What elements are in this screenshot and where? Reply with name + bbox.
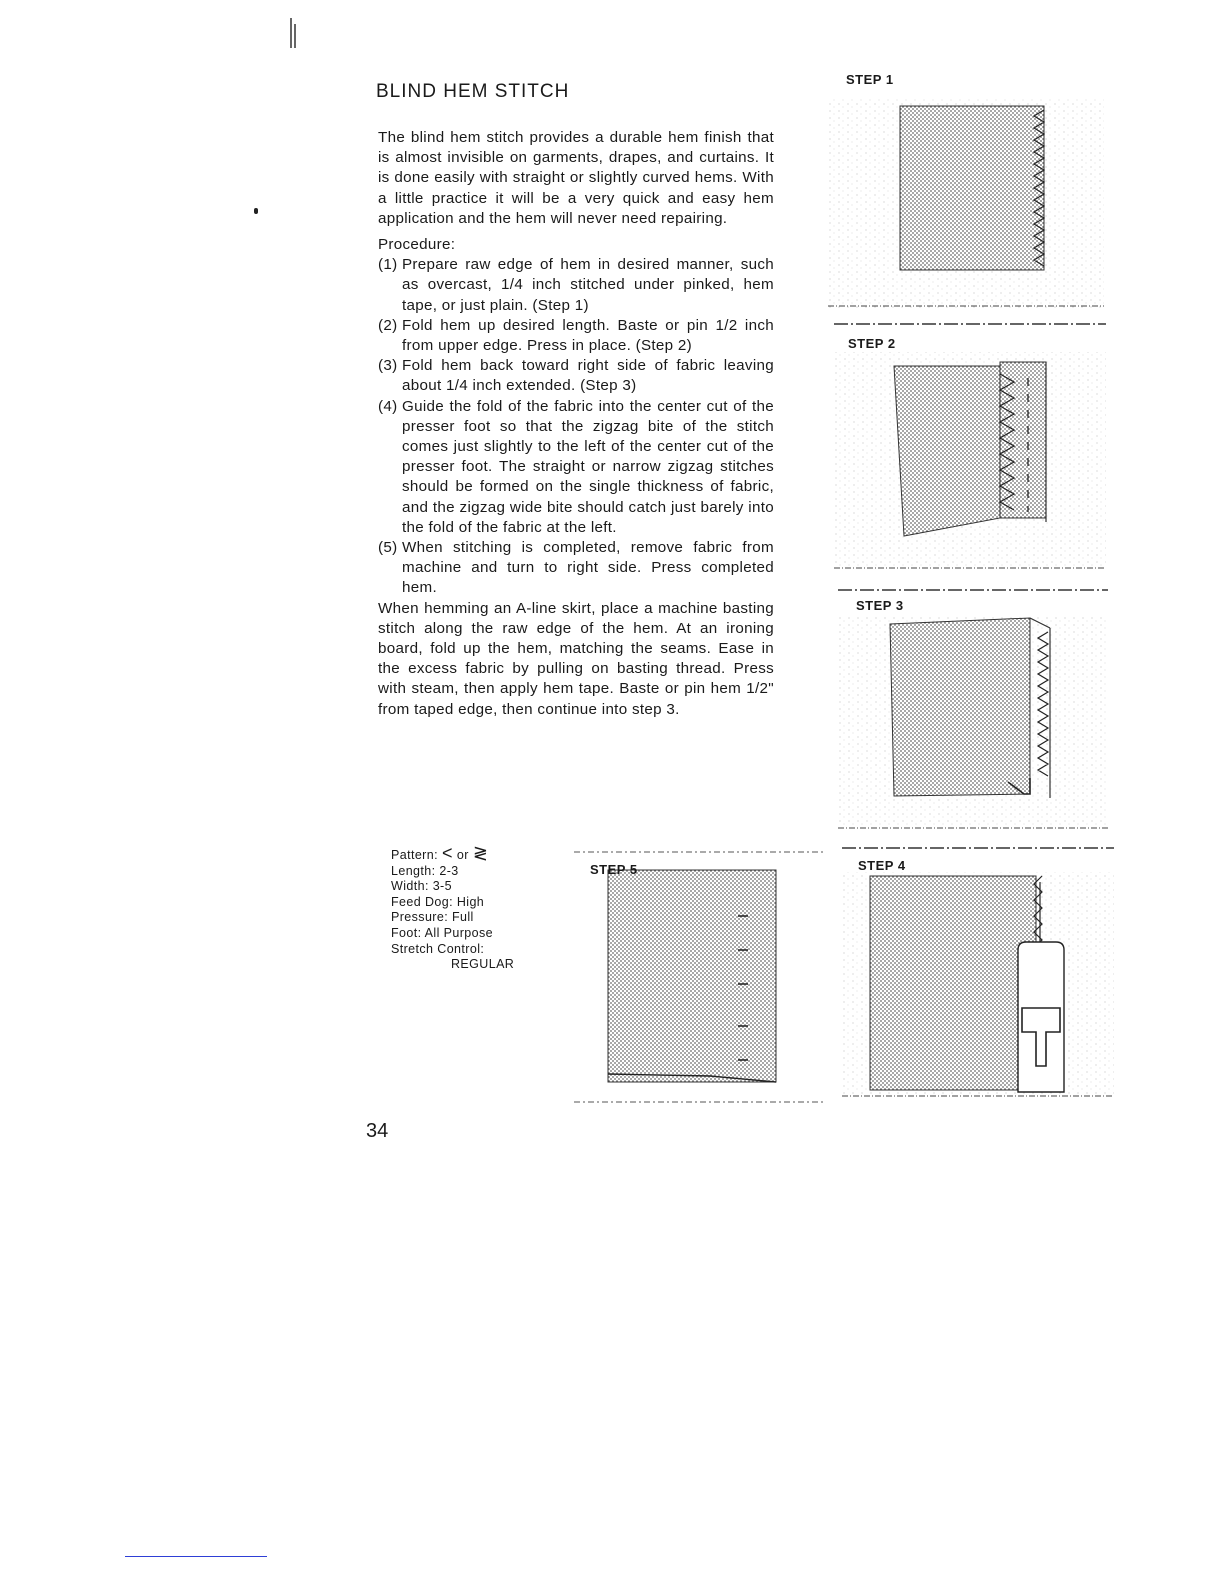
step-5-label: STEP 5 <box>590 862 638 877</box>
pattern-label: Pattern: <box>391 848 438 862</box>
step-2-illustration <box>834 322 1106 574</box>
length-setting: Length: 2-3 <box>391 863 459 878</box>
step-1-label: STEP 1 <box>846 72 894 87</box>
machine-settings <box>391 843 515 973</box>
page-number: 34 <box>366 1120 389 1142</box>
procedure-text: When stitching is completed, remove fabric from machine and turn to right side. Press completed hem. <box>402 539 774 597</box>
procedure-text: Fold hem back toward right side of fabric leaving about 1/4 inch extended. (Step 3) <box>402 357 774 395</box>
stretch-control-value: REGULAR <box>451 957 515 972</box>
procedure-item <box>378 538 774 599</box>
procedure-number: (5) <box>378 539 398 557</box>
page-title: BLIND HEM STITCH <box>376 80 570 102</box>
procedure-item <box>378 316 774 356</box>
step-4-illustration <box>842 846 1114 1102</box>
foot-setting: Foot: All Purpose <box>391 925 493 940</box>
procedure-number: (2) <box>378 316 398 334</box>
footer-link-line <box>125 1556 267 1557</box>
procedure-number: (1) <box>378 256 398 274</box>
step-3-illustration <box>838 588 1108 834</box>
procedure-heading: Procedure: <box>378 236 456 254</box>
procedure-text: Fold hem up desired length. Baste or pin 1/2 inch from upper edge. Press in place. (Step 2) <box>402 316 774 355</box>
pattern-row <box>391 843 514 864</box>
step-1-illustration <box>828 60 1104 312</box>
procedure-item <box>378 397 774 538</box>
stretch-blind-stitch-icon: ≷ <box>472 843 489 863</box>
procedure-text: Prepare raw edge of hem in desired manner, such as overcast, 1/4 inch stitched under pinked, hem tape, or just plain. (Step 1) <box>402 256 774 314</box>
step-3-label: STEP 3 <box>856 598 904 613</box>
procedure-item <box>378 255 774 316</box>
procedure-list <box>378 255 774 598</box>
procedure-text: Guide the fold of the fabric into the center cut of the presser foot so that the zigzag bite of the stitch comes just slightly to the left of the center cut of the presser foot. The straight or narrow zigzag stitches should be formed on the single thickness of fabric, and the zigzag wide bite should catch just barely into the fold of the fabric at the left. <box>402 397 774 536</box>
instructions-body <box>378 128 774 720</box>
margin-dot <box>254 208 258 214</box>
feed-dog-setting: Feed Dog: High <box>391 894 485 909</box>
closing-paragraph: When hemming an A-line skirt, place a machine basting stitch along the raw edge of the hem. At an ironing board, fold up the hem, matching the seams. Ease in the excess fabric by pulling on basting thread. Press with steam, then apply hem tape. Baste or pin hem 1/2" from taped edge, then continue into step 3. <box>378 599 774 718</box>
step-2-label: STEP 2 <box>848 336 896 351</box>
step-5-illustration <box>574 850 826 1106</box>
scan-mark <box>288 18 298 48</box>
stretch-control-label: Stretch Control: <box>391 941 485 956</box>
width-setting: Width: 3-5 <box>391 879 452 894</box>
step-4-label: STEP 4 <box>858 858 906 873</box>
procedure-number: (3) <box>378 357 398 375</box>
intro-paragraph: The blind hem stitch provides a durable hem finish that is almost invisible on garments, drapes, and curtains. It is done easily with straight or slightly curved hems. With a little practice it will be a very quick and easy hem application and the hem will never need repairing. <box>378 129 774 227</box>
procedure-number: (4) <box>378 397 398 415</box>
blind-stitch-icon: < <box>441 843 453 863</box>
pattern-or: or <box>456 848 469 862</box>
procedure-item <box>378 356 774 396</box>
pressure-setting: Pressure: Full <box>391 910 474 925</box>
